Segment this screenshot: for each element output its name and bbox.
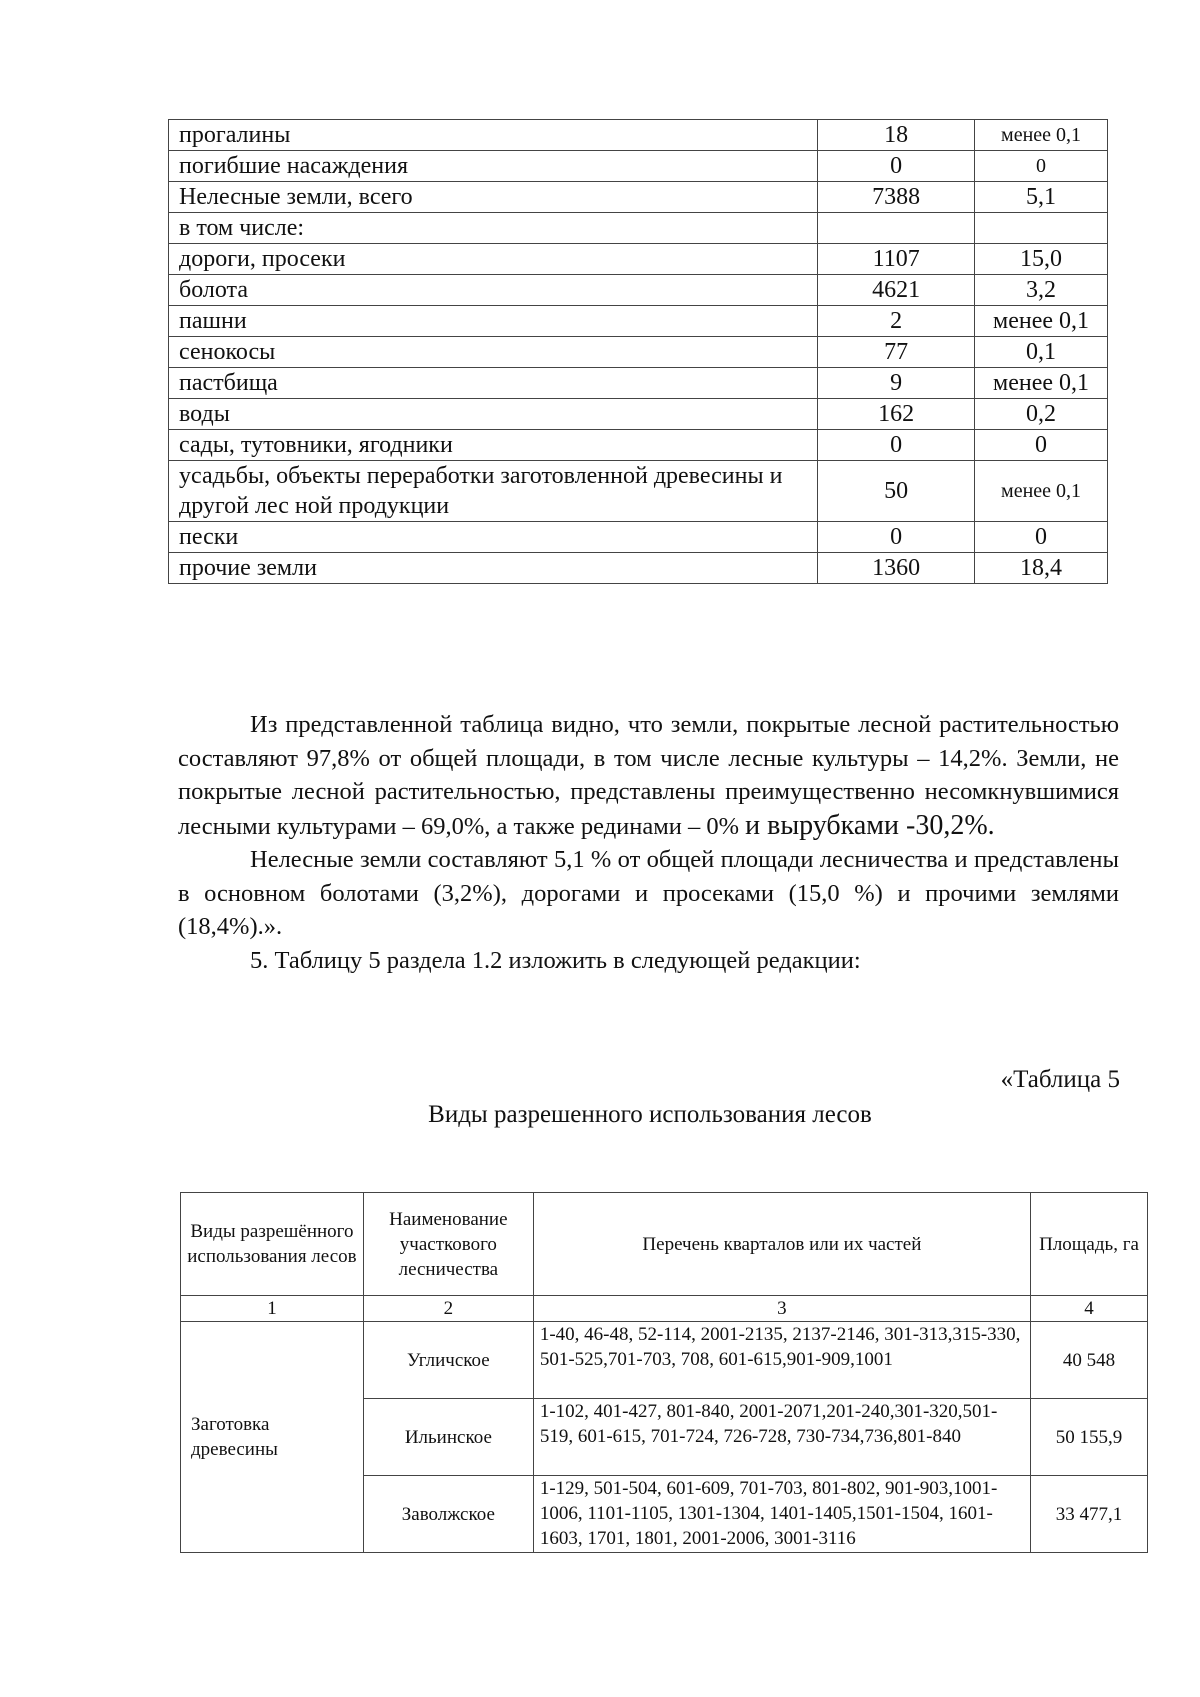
column-number: 2 <box>363 1296 533 1322</box>
row-name: прочие земли <box>169 553 818 584</box>
row-name: пески <box>169 522 818 553</box>
forestry-name: Заволжское <box>363 1476 533 1553</box>
row-value <box>818 213 975 244</box>
column-number: 3 <box>533 1296 1030 1322</box>
area-value: 33 477,1 <box>1031 1476 1148 1553</box>
table-row <box>169 213 1108 244</box>
row-value: 9 <box>818 368 975 399</box>
paragraph-summary-tail: и вырубками -30,2%. <box>745 809 995 841</box>
row-value: 7388 <box>818 182 975 213</box>
table-row <box>169 182 1108 213</box>
row-value: 162 <box>818 399 975 430</box>
land-categories-table <box>168 119 1108 584</box>
row-name: погибшие насаждения <box>169 151 818 182</box>
row-value: 0 <box>818 430 975 461</box>
row-share: менее 0,1 <box>975 461 1108 522</box>
row-share: 5,1 <box>975 182 1108 213</box>
table-row <box>169 461 1108 522</box>
table-row <box>181 1322 1148 1399</box>
row-name: сенокосы <box>169 337 818 368</box>
row-share: менее 0,1 <box>975 368 1108 399</box>
row-value: 4621 <box>818 275 975 306</box>
header-cell: Наименование участкового лесничества <box>363 1193 533 1296</box>
row-value: 50 <box>818 461 975 522</box>
row-value: 0 <box>818 151 975 182</box>
row-share: 0 <box>975 522 1108 553</box>
table-row <box>169 244 1108 275</box>
paragraph-instruction: 5. Таблицу 5 раздела 1.2 изложить в следующей редакции: <box>250 946 861 974</box>
row-name: сады, тутовники, ягодники <box>169 430 818 461</box>
row-value: 77 <box>818 337 975 368</box>
row-name: прогалины <box>169 120 818 151</box>
row-share: менее 0,1 <box>975 120 1108 151</box>
table-row <box>169 368 1108 399</box>
table-row <box>169 430 1108 461</box>
forestry-name: Ильинское <box>363 1399 533 1476</box>
row-value: 1107 <box>818 244 975 275</box>
forest-use-table <box>180 1192 1148 1553</box>
row-share: 0 <box>975 151 1108 182</box>
table-row <box>169 120 1108 151</box>
table-row <box>169 553 1108 584</box>
row-value: 2 <box>818 306 975 337</box>
table-row <box>169 306 1108 337</box>
row-share: 0 <box>975 430 1108 461</box>
column-number-row <box>181 1296 1148 1322</box>
use-kind-cell: Заготовка древесины <box>181 1322 364 1553</box>
row-name: пастбища <box>169 368 818 399</box>
table-title: Виды разрешенного использования лесов <box>428 1101 872 1128</box>
row-share: 18,4 <box>975 553 1108 584</box>
row-share: 3,2 <box>975 275 1108 306</box>
body-text <box>178 708 1119 977</box>
row-value: 1360 <box>818 553 975 584</box>
table-row <box>169 399 1108 430</box>
table-header-row <box>181 1193 1148 1296</box>
table-row <box>169 275 1108 306</box>
table-label: «Таблица 5 <box>1000 1066 1120 1093</box>
column-number: 1 <box>181 1296 364 1322</box>
row-value: 18 <box>818 120 975 151</box>
area-value: 50 155,9 <box>1031 1399 1148 1476</box>
row-name: пашни <box>169 306 818 337</box>
row-name: болота <box>169 275 818 306</box>
paragraph-summary <box>178 708 1119 843</box>
table-row <box>169 337 1108 368</box>
row-name: Нелесные земли, всего <box>169 182 818 213</box>
table-row <box>169 522 1108 553</box>
row-name: воды <box>169 399 818 430</box>
row-name: усадьбы, объекты переработки заготовленной древесины и другой лес ной продукции <box>169 461 818 522</box>
paragraph-summary-text: Из представленной таблица видно, что земли, покрытые лесной растительностью составляют 97,8% от общей площади, в том числе лесные культуры – 14,2%. Земли, не покрытые лесной растительностью, представлены преимущественно несомкнувшимися лесными культурами – 69,0%, а также рединами – 0% <box>178 711 1119 840</box>
forestry-name: Угличское <box>363 1322 533 1399</box>
row-name: дороги, просеки <box>169 244 818 275</box>
header-cell: Виды разрешённого использования лесов <box>181 1193 364 1296</box>
column-number: 4 <box>1031 1296 1148 1322</box>
table-row <box>169 151 1108 182</box>
header-cell: Площадь, га <box>1031 1193 1148 1296</box>
row-share: 0,2 <box>975 399 1108 430</box>
row-share: менее 0,1 <box>975 306 1108 337</box>
row-value: 0 <box>818 522 975 553</box>
quarters-list: 1-129, 501-504, 601-609, 701-703, 801-802, 901-903,1001-1006, 1101-1105, 1301-1304, 1401-1405,1501-1504, 1601-1603, 1701, 1801, 2001-2006, 3001-3116 <box>533 1476 1030 1553</box>
paragraph-nonforest: Нелесные земли составляют 5,1 % от общей площади лесничества и представлены в основном болотами (3,2%), дорогами и просеками (15,0 %) и прочими землями (18,4%).». <box>178 846 1119 940</box>
quarters-list: 1-102, 401-427, 801-840, 2001-2071,201-240,301-320,501-519, 601-615, 701-724, 726-728, 730-734,736,801-840 <box>533 1399 1030 1476</box>
row-share: 0,1 <box>975 337 1108 368</box>
row-name: в том числе: <box>169 213 818 244</box>
header-cell: Перечень кварталов или их частей <box>533 1193 1030 1296</box>
area-value: 40 548 <box>1031 1322 1148 1399</box>
quarters-list: 1-40, 46-48, 52-114, 2001-2135, 2137-2146, 301-313,315-330, 501-525,701-703, 708, 601-615,901-909,1001 <box>533 1322 1030 1399</box>
row-share: 15,0 <box>975 244 1108 275</box>
row-share <box>975 213 1108 244</box>
